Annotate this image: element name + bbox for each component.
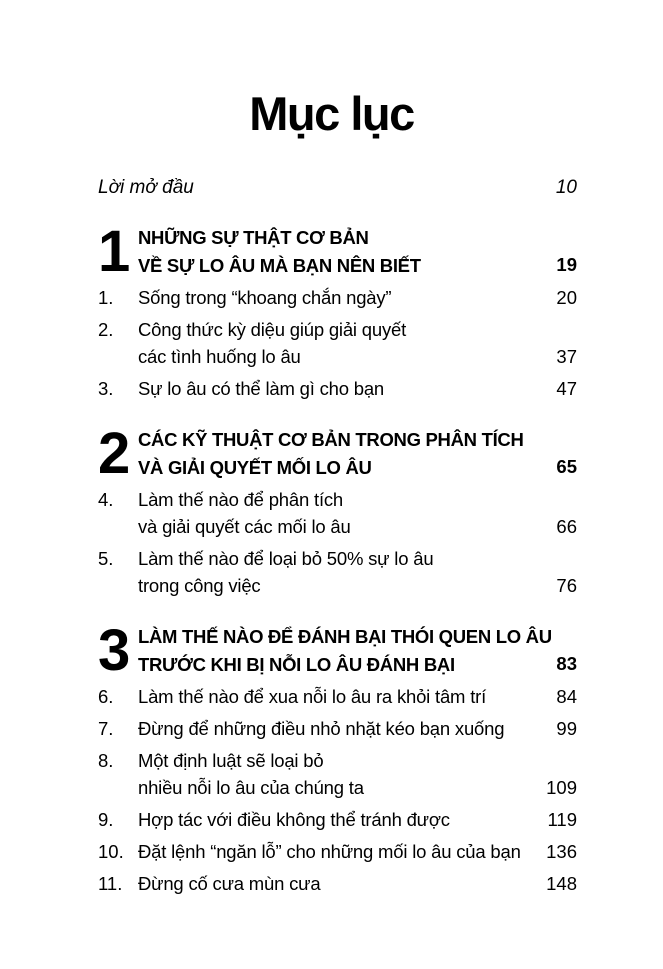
item-number: 10. bbox=[98, 841, 124, 862]
item-title-line: Đừng để những điều nhỏ nhặt kéo bạn xuống bbox=[138, 718, 505, 739]
toc-item-1 bbox=[98, 284, 577, 311]
section-2-number: 2 bbox=[98, 421, 129, 486]
item-page-number: 76 bbox=[556, 575, 577, 596]
item-title bbox=[138, 284, 577, 311]
item-number: 11. bbox=[98, 873, 123, 894]
item-title-line: trong công việc bbox=[138, 575, 261, 596]
item-title bbox=[138, 486, 577, 540]
section-title-line: CÁC KỸ THUẬT CƠ BẢN TRONG PHÂN TÍCH bbox=[138, 429, 524, 450]
toc-entry-preface bbox=[98, 176, 577, 200]
item-title-line: nhiều nỗi lo âu của chúng ta bbox=[138, 777, 364, 798]
item-title-line: Công thức kỳ diệu giúp giải quyết bbox=[138, 319, 407, 340]
item-title bbox=[138, 316, 577, 370]
item-number: 4. bbox=[98, 489, 114, 510]
toc-item-2 bbox=[98, 316, 577, 370]
section-1-number: 1 bbox=[98, 219, 129, 284]
section-1-title bbox=[138, 224, 577, 280]
preface-label: Lời mở đầu bbox=[98, 177, 194, 198]
section-title-line: VỀ SỰ LO ÂU MÀ BẠN NÊN BIẾT bbox=[138, 255, 421, 276]
toc-item-10 bbox=[98, 838, 577, 865]
item-page-number: 99 bbox=[556, 718, 577, 739]
section-3-heading bbox=[98, 618, 577, 683]
item-page-number: 119 bbox=[547, 809, 577, 830]
item-page-number: 136 bbox=[546, 841, 577, 862]
item-title bbox=[138, 683, 577, 710]
section-title-line: NHỮNG SỰ THẬT CƠ BẢN bbox=[138, 227, 369, 248]
item-title-line: Một định luật sẽ loại bỏ bbox=[138, 750, 324, 771]
item-title bbox=[138, 806, 577, 833]
section-2-title bbox=[138, 426, 577, 482]
item-number: 3. bbox=[98, 378, 114, 399]
item-title bbox=[138, 747, 577, 801]
section-3-title bbox=[138, 623, 577, 679]
item-page-number: 37 bbox=[556, 346, 577, 367]
item-title-line: Làm thế nào để phân tích bbox=[138, 489, 344, 510]
item-title-line: Sống trong “khoang chắn ngày” bbox=[138, 287, 392, 308]
section-title-line: TRƯỚC KHI BỊ NỖI LO ÂU ĐÁNH BẠI bbox=[138, 654, 455, 675]
item-page-number: 20 bbox=[556, 287, 577, 308]
item-number: 7. bbox=[98, 718, 114, 739]
item-page-number: 66 bbox=[556, 516, 577, 537]
item-title bbox=[138, 838, 577, 865]
section-1-heading bbox=[98, 219, 577, 284]
toc-item-11 bbox=[98, 870, 577, 897]
preface-page-number: 10 bbox=[555, 177, 577, 198]
item-title-line: Hợp tác với điều không thể tránh được bbox=[138, 809, 450, 830]
section-title-line: VÀ GIẢI QUYẾT MỐI LO ÂU bbox=[138, 457, 372, 478]
item-title bbox=[138, 375, 577, 402]
page-title: Mục lục bbox=[249, 87, 414, 140]
item-page-number: 109 bbox=[546, 777, 577, 798]
item-page-number: 47 bbox=[556, 378, 577, 399]
item-title-line: và giải quyết các mối lo âu bbox=[138, 516, 351, 537]
item-number: 2. bbox=[98, 319, 114, 340]
toc-item-7 bbox=[98, 715, 577, 742]
section-1-page-number: 19 bbox=[556, 254, 577, 275]
toc-list bbox=[98, 176, 577, 902]
item-page-number: 84 bbox=[556, 686, 577, 707]
item-title-line: các tình huống lo âu bbox=[138, 346, 301, 367]
item-page-number: 148 bbox=[546, 873, 577, 894]
section-2-heading bbox=[98, 421, 577, 486]
item-title-line: Đặt lệnh “ngăn lỗ” cho những mối lo âu của bạn bbox=[138, 841, 521, 862]
toc-item-9 bbox=[98, 806, 577, 833]
item-title bbox=[138, 870, 577, 897]
item-title-line: Sự lo âu có thể làm gì cho bạn bbox=[138, 378, 385, 399]
toc-item-4 bbox=[98, 486, 577, 540]
item-number: 9. bbox=[98, 809, 114, 830]
toc-item-6 bbox=[98, 683, 577, 710]
section-3-number: 3 bbox=[98, 618, 129, 683]
section-3-page-number: 83 bbox=[556, 653, 577, 674]
item-number: 1. bbox=[98, 287, 114, 308]
item-number: 5. bbox=[98, 548, 114, 569]
item-title-line: Đừng cố cưa mùn cưa bbox=[138, 873, 321, 894]
item-title bbox=[138, 545, 577, 599]
item-number: 8. bbox=[98, 750, 114, 771]
item-title-line: Làm thế nào để loại bỏ 50% sự lo âu bbox=[138, 548, 434, 569]
section-2-page-number: 65 bbox=[556, 456, 577, 477]
toc-item-3 bbox=[98, 375, 577, 402]
toc-item-5 bbox=[98, 545, 577, 599]
toc-item-8 bbox=[98, 747, 577, 801]
item-title bbox=[138, 715, 577, 742]
section-title-line: LÀM THẾ NÀO ĐỂ ĐÁNH BẠI THÓI QUEN LO ÂU bbox=[138, 626, 552, 647]
item-title-line: Làm thế nào để xua nỗi lo âu ra khỏi tâm trí bbox=[138, 686, 487, 707]
item-number: 6. bbox=[98, 686, 114, 707]
